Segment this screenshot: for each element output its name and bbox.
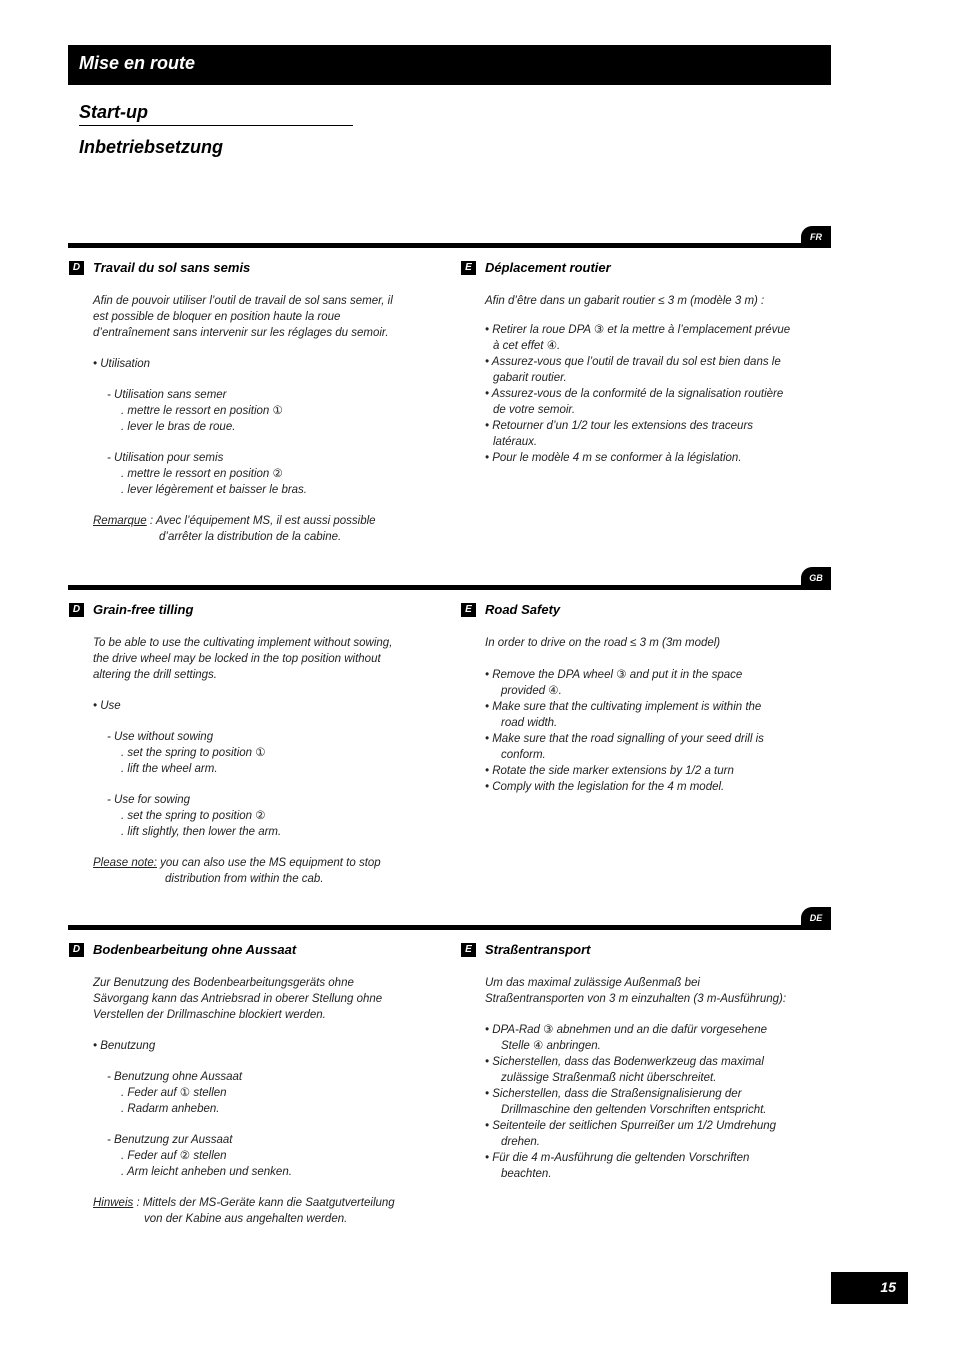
section-title: Road Safety xyxy=(485,602,561,617)
step-line: . lever le bras de roue. xyxy=(121,421,236,433)
dash-item: - Benutzung ohne Aussaat xyxy=(107,1071,243,1083)
note-text: von der Kabine aus angehalten werden. xyxy=(144,1213,348,1225)
list-item: • Remove the DPA wheel ③ and put it in the space provided ④. xyxy=(485,669,743,697)
step-line: . set the spring to position ② xyxy=(121,810,266,822)
note-label: Please note: xyxy=(93,857,157,869)
fr-right-column xyxy=(461,260,806,466)
note-text: : Avec l’équipement MS, il est aussi possible xyxy=(146,515,376,527)
list-item: • Assurez-vous que l’outil de travail du sol est bien dans le gabarit routier. xyxy=(485,356,781,384)
lang-badge-de: DE xyxy=(801,907,831,929)
bullet-item: • Benutzung xyxy=(93,1040,156,1052)
section-rule-fr xyxy=(68,243,831,248)
list-item: • Retourner d’un 1/2 tour les extensions des traceurs latéraux. xyxy=(485,420,754,448)
list-item: • Comply with the legislation for the 4 m model. xyxy=(485,781,725,793)
step-line: . lift slightly, then lower the arm. xyxy=(121,826,282,838)
intro-paragraph xyxy=(93,635,414,683)
text-line: altering the drill settings. xyxy=(93,669,218,681)
de-right-body xyxy=(485,975,806,1182)
list-item: • Make sure that the road signalling of your seed drill is conform. xyxy=(485,733,764,761)
section-title: Bodenbearbeitung ohne Aussaat xyxy=(93,942,297,957)
section-title: Straßentransport xyxy=(485,942,591,957)
intro-paragraph: In order to drive on the road ≤ 3 m (3m model) xyxy=(485,637,721,649)
step-line: . lever légèrement et baisser le bras. xyxy=(121,484,308,496)
fr-left-heading xyxy=(69,260,414,278)
list-item: • Sicherstellen, dass das Bodenwerkzeug das maximal zulässige Straßenmaß nicht überschreitet. xyxy=(485,1056,764,1084)
note-label: Remarque xyxy=(93,515,147,527)
subtitle-en: Start-up xyxy=(79,102,148,122)
list-item: • DPA-Rad ③ abnehmen und an die dafür vorgesehene Stelle ④ anbringen. xyxy=(485,1024,767,1052)
dash-item: - Benutzung zur Aussaat xyxy=(107,1134,233,1146)
step-line: . Feder auf ① stellen xyxy=(121,1087,227,1099)
fr-left-column xyxy=(69,260,414,545)
chapter-header xyxy=(68,45,831,85)
list-item: • Pour le modèle 4 m se conformer à la législation. xyxy=(485,452,742,464)
step-line: . lift the wheel arm. xyxy=(121,763,218,775)
fr-right-heading xyxy=(461,260,806,278)
de-left-body xyxy=(93,975,414,1227)
gb-left-heading xyxy=(69,602,414,620)
section-rule-de xyxy=(68,925,831,930)
de-left-column xyxy=(69,942,414,1227)
intro-paragraph xyxy=(93,975,414,1023)
dash-item: - Use for sowing xyxy=(107,794,191,806)
de-left-heading xyxy=(69,942,414,960)
section-letter-box: E xyxy=(461,943,476,957)
page-number xyxy=(831,1272,908,1304)
dash-item: - Utilisation sans semer xyxy=(107,389,227,401)
text-line: Zur Benutzung des Bodenbearbeitungsgeräts ohne xyxy=(93,977,354,989)
list-item: • Assurez-vous de la conformité de la signalisation routière de votre semoir. xyxy=(485,388,784,416)
step-line: . mettre le ressort en position ② xyxy=(121,468,283,480)
lang-badge-fr: FR xyxy=(801,226,831,248)
section-title: Travail du sol sans semis xyxy=(93,260,251,275)
page-number-text: 15 xyxy=(880,1279,896,1295)
de-right-column xyxy=(461,942,806,1182)
step-line: . Radarm anheben. xyxy=(121,1103,220,1115)
note xyxy=(93,855,414,871)
text-line: Afin de pouvoir utiliser l’outil de travail de sol sans semer, il xyxy=(93,295,393,307)
note-text: : Mittels der MS-Geräte kann die Saatgutverteilung xyxy=(133,1197,395,1209)
section-rule-gb xyxy=(68,585,831,590)
fr-right-body xyxy=(485,293,806,466)
section-letter-box: D xyxy=(69,943,84,957)
text-line: the drive wheel may be locked in the top position without xyxy=(93,653,381,665)
list-item: • Sicherstellen, dass die Straßensignalisierung der Drillmaschine den geltenden Vorschriften entspricht. xyxy=(485,1088,767,1116)
note xyxy=(93,1195,414,1211)
list-item: • Make sure that the cultivating implement is within the road width. xyxy=(485,701,762,729)
text-line: To be able to use the cultivating implement without sowing, xyxy=(93,637,393,649)
list-item: • Rotate the side marker extensions by 1/2 a turn xyxy=(485,765,734,777)
gb-right-body xyxy=(485,635,806,795)
intro-paragraph: Afin d’être dans un gabarit routier ≤ 3 m (modèle 3 m) : xyxy=(485,295,765,307)
note xyxy=(93,513,414,529)
gb-left-body xyxy=(93,635,414,887)
section-letter-box: E xyxy=(461,261,476,275)
note-text: you can also use the MS equipment to stop xyxy=(156,857,381,869)
chapter-title: Mise en route xyxy=(79,53,196,73)
list-item: • Seitenteile der seitlichen Spurreißer um 1/2 Umdrehung drehen. xyxy=(485,1120,777,1148)
subtitle-rule xyxy=(79,125,353,126)
fr-left-body xyxy=(93,293,414,545)
section-title: Déplacement routier xyxy=(485,260,611,275)
text-line: Straßentransporten von 3 m einzuhalten (3 m-Ausführung): xyxy=(485,993,787,1005)
step-line: . set the spring to position ① xyxy=(121,747,266,759)
section-letter-box: E xyxy=(461,603,476,617)
text-line: d’entraînement sans intervenir sur les réglages du semoir. xyxy=(93,327,389,339)
note-label: Hinweis xyxy=(93,1197,134,1209)
note-text: distribution from within the cab. xyxy=(165,873,324,885)
subtitle-de: Inbetriebsetzung xyxy=(79,137,224,157)
step-line: . mettre le ressort en position ① xyxy=(121,405,283,417)
lang-badge-gb: GB xyxy=(801,567,831,589)
gb-right-heading xyxy=(461,602,806,620)
step-line: . Arm leicht anheben und senken. xyxy=(121,1166,292,1178)
note-text: d’arrêter la distribution de la cabine. xyxy=(159,531,342,543)
text-line: Um das maximal zulässige Außenmaß bei xyxy=(485,977,700,989)
section-letter-box: D xyxy=(69,603,84,617)
text-line: est possible de bloquer en position haute la roue xyxy=(93,311,341,323)
intro-paragraph xyxy=(93,293,414,341)
text-line: Sävorgang kann das Antriebsrad in oberer Stellung ohne xyxy=(93,993,383,1005)
bullet-item: • Use xyxy=(93,700,121,712)
step-line: . Feder auf ② stellen xyxy=(121,1150,227,1162)
gb-right-column xyxy=(461,602,806,795)
section-letter-box: D xyxy=(69,261,84,275)
list-item: • Für die 4 m-Ausführung die geltenden Vorschriften beachten. xyxy=(485,1152,750,1180)
section-title: Grain-free tilling xyxy=(93,602,194,617)
gb-left-column xyxy=(69,602,414,887)
dash-item: - Use without sowing xyxy=(107,731,214,743)
bullet-item: • Utilisation xyxy=(93,358,151,370)
dash-item: - Utilisation pour semis xyxy=(107,452,224,464)
intro-paragraph xyxy=(485,975,806,1007)
list-item: • Retirer la roue DPA ③ et la mettre à l’emplacement prévue à cet effet ④. xyxy=(485,324,791,352)
de-right-heading xyxy=(461,942,806,960)
text-line: Verstellen der Drillmaschine blockiert werden. xyxy=(93,1009,326,1021)
